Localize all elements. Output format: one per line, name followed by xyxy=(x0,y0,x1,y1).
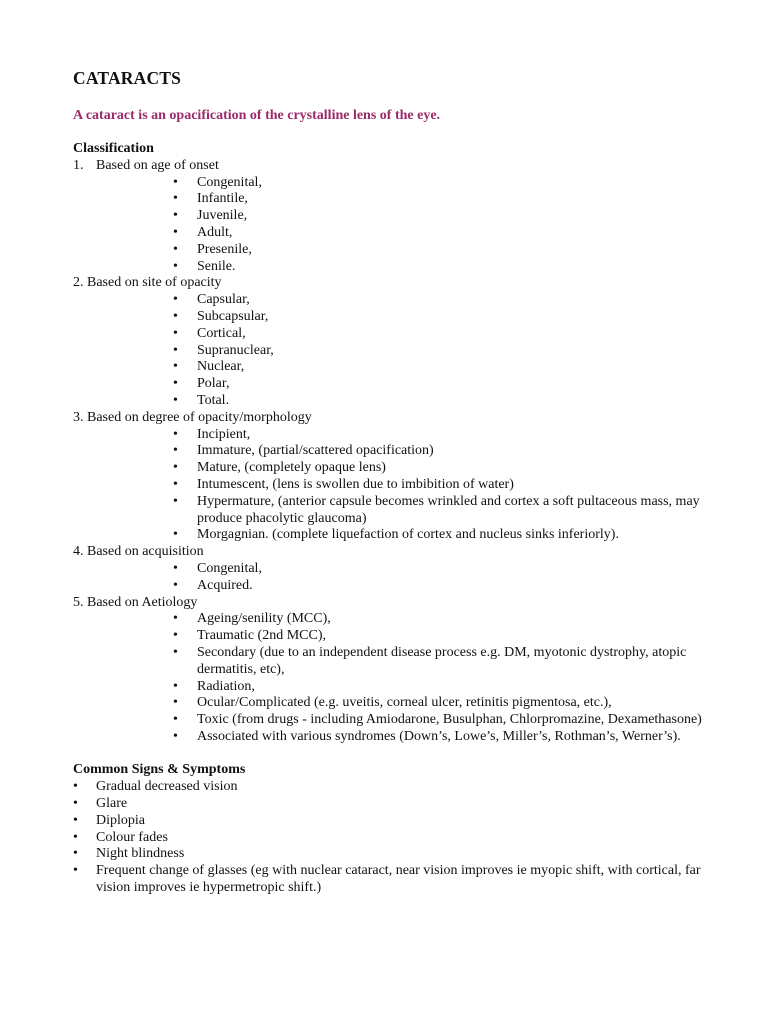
group-label: Based on acquisition xyxy=(87,544,204,560)
list-item-text: Presenile, xyxy=(197,241,252,257)
group-number: 2. xyxy=(73,275,84,291)
group-heading xyxy=(73,544,703,561)
group-heading xyxy=(73,158,703,175)
classification-group-4 xyxy=(73,544,703,594)
group-label: Based on Aetiology xyxy=(87,594,198,610)
definition-text: A cataract is an opacification of the crystalline lens of the eye. xyxy=(73,108,441,123)
bullet-icon: • xyxy=(173,359,178,375)
bullet-icon: • xyxy=(173,241,178,257)
bullet-icon: • xyxy=(73,863,78,879)
list-item xyxy=(73,578,707,595)
list-item-text: Congenital, xyxy=(197,560,262,576)
group-label: Based on degree of opacity/morphology xyxy=(87,409,312,425)
bullet-icon: • xyxy=(73,796,78,812)
bullet-icon: • xyxy=(173,728,178,744)
list-item xyxy=(73,679,707,696)
bullet-icon: • xyxy=(173,628,178,644)
list-item xyxy=(73,343,707,360)
list-item xyxy=(73,208,707,225)
list-item xyxy=(73,393,707,410)
list-item xyxy=(73,796,706,813)
group-heading xyxy=(73,595,703,612)
list-item xyxy=(73,292,707,309)
bullet-icon: • xyxy=(173,493,178,509)
group-number: 1. xyxy=(73,157,84,173)
bullet-icon: • xyxy=(173,712,178,728)
sub-list xyxy=(73,427,703,545)
group-number: 3. xyxy=(73,409,84,425)
list-item-text: Intumescent, (lens is swollen due to imbibition of water) xyxy=(197,476,514,492)
list-item xyxy=(73,729,707,746)
bullet-icon: • xyxy=(173,644,178,660)
bullet-icon: • xyxy=(173,476,178,492)
group-label: Based on age of onset xyxy=(96,157,219,173)
list-item xyxy=(73,830,706,847)
list-item xyxy=(73,863,706,897)
list-item xyxy=(73,494,707,528)
bullet-icon: • xyxy=(173,392,178,408)
bullet-icon: • xyxy=(173,678,178,694)
list-item-text: Juvenile, xyxy=(197,208,248,224)
group-number: 4. xyxy=(73,544,84,560)
bullet-icon: • xyxy=(173,208,178,224)
list-item xyxy=(73,326,707,343)
list-item xyxy=(73,712,707,729)
list-item-text: Cortical, xyxy=(197,325,246,341)
list-item-text: Hypermature, (anterior capsule becomes wrinkled and cortex a soft pultaceous mass, may produce phacolytic glaucoma) xyxy=(197,493,700,526)
list-item-text: Morgagnian. (complete liquefaction of cortex and nucleus sinks inferiorly). xyxy=(197,527,619,543)
list-item xyxy=(73,527,707,544)
bullet-icon: • xyxy=(173,426,178,442)
bullet-icon: • xyxy=(173,258,178,274)
list-item-text: Glare xyxy=(96,796,128,812)
list-item xyxy=(73,259,707,276)
sub-list xyxy=(73,611,703,745)
bullet-icon: • xyxy=(173,191,178,207)
bullet-icon: • xyxy=(173,443,178,459)
document-page xyxy=(73,66,703,897)
group-label: Based on site of opacity xyxy=(87,275,222,291)
sub-list xyxy=(73,175,703,276)
list-item-text: Senile. xyxy=(197,258,236,274)
list-item xyxy=(73,628,707,645)
list-item xyxy=(73,477,707,494)
list-item-text: Acquired. xyxy=(197,577,253,593)
group-number: 5. xyxy=(73,594,84,610)
list-item-text: Colour fades xyxy=(96,829,168,845)
classification-group-2 xyxy=(73,275,703,409)
classification-heading: Classification xyxy=(73,141,154,156)
list-item-text: Frequent change of glasses (eg with nuclear cataract, near vision improves ie myopic shift, with cortical, far vision improves ie hypermetropic shift.) xyxy=(96,863,701,896)
bullet-icon: • xyxy=(173,292,178,308)
bullet-icon: • xyxy=(73,846,78,862)
list-item-text: Associated with various syndromes (Down’s, Lowe’s, Miller’s, Rothman’s, Werner’s). xyxy=(197,728,681,744)
classification-group-1 xyxy=(73,158,703,276)
list-item-text: Adult, xyxy=(197,224,233,240)
list-item-text: Secondary (due to an independent disease process e.g. DM, myotonic dystrophy, atopic dermatitis, etc), xyxy=(197,644,687,677)
list-item xyxy=(73,611,707,628)
group-heading xyxy=(73,410,703,427)
list-item xyxy=(73,309,707,326)
signs-heading: Common Signs & Symptoms xyxy=(73,762,246,778)
group-heading xyxy=(73,275,703,292)
bullet-icon: • xyxy=(173,342,178,358)
list-item-text: Mature, (completely opaque lens) xyxy=(197,460,386,476)
sub-list xyxy=(73,292,703,410)
bullet-icon: • xyxy=(173,376,178,392)
list-item xyxy=(73,645,707,679)
bullet-icon: • xyxy=(173,460,178,476)
list-item-text: Incipient, xyxy=(197,426,251,442)
bullet-icon: • xyxy=(173,560,178,576)
list-item-text: Subcapsular, xyxy=(197,308,269,324)
list-item-text: Capsular, xyxy=(197,292,250,308)
list-item xyxy=(73,813,706,830)
bullet-icon: • xyxy=(173,224,178,240)
list-item-text: Total. xyxy=(197,392,230,408)
bullet-icon: • xyxy=(73,829,78,845)
list-item-text: Immature, (partial/scattered opacification) xyxy=(197,443,434,459)
list-item xyxy=(73,242,707,259)
list-item xyxy=(73,846,706,863)
list-item-text: Toxic (from drugs - including Amiodarone, Busulphan, Chlorpromazine, Dexamethasone) xyxy=(197,712,702,728)
list-item-text: Gradual decreased vision xyxy=(96,779,238,795)
list-item xyxy=(73,376,707,393)
list-item xyxy=(73,175,707,192)
list-item xyxy=(73,427,707,444)
bullet-icon: • xyxy=(173,611,178,627)
bullet-icon: • xyxy=(173,695,178,711)
list-item-text: Ocular/Complicated (e.g. uveitis, corneal ulcer, retinitis pigmentosa, etc.), xyxy=(197,695,612,711)
bullet-icon: • xyxy=(73,779,78,795)
list-item-text: Diplopia xyxy=(96,812,145,828)
list-item xyxy=(73,191,707,208)
list-item-text: Polar, xyxy=(197,376,230,392)
classification-group-3 xyxy=(73,410,703,544)
list-item-text: Nuclear, xyxy=(197,359,245,375)
list-item xyxy=(73,359,707,376)
list-item xyxy=(73,225,707,242)
list-item-text: Supranuclear, xyxy=(197,342,274,358)
list-item xyxy=(73,779,706,796)
list-item-text: Traumatic (2nd MCC), xyxy=(197,628,326,644)
list-item-text: Ageing/senility (MCC), xyxy=(197,611,331,627)
list-item xyxy=(73,561,707,578)
bullet-icon: • xyxy=(73,812,78,828)
list-item-text: Congenital, xyxy=(197,174,262,190)
list-item-text: Night blindness xyxy=(96,846,185,862)
list-item xyxy=(73,443,707,460)
list-item-text: Radiation, xyxy=(197,678,255,694)
bullet-icon: • xyxy=(173,325,178,341)
sub-list xyxy=(73,561,703,595)
bullet-icon: • xyxy=(173,174,178,190)
bullet-icon: • xyxy=(173,577,178,593)
bullet-icon: • xyxy=(173,527,178,543)
list-item xyxy=(73,460,707,477)
list-item xyxy=(73,695,707,712)
signs-list xyxy=(73,779,703,897)
list-item-text: Infantile, xyxy=(197,191,248,207)
document-title: CATARACTS xyxy=(73,68,182,88)
bullet-icon: • xyxy=(173,308,178,324)
classification-group-5 xyxy=(73,595,703,746)
